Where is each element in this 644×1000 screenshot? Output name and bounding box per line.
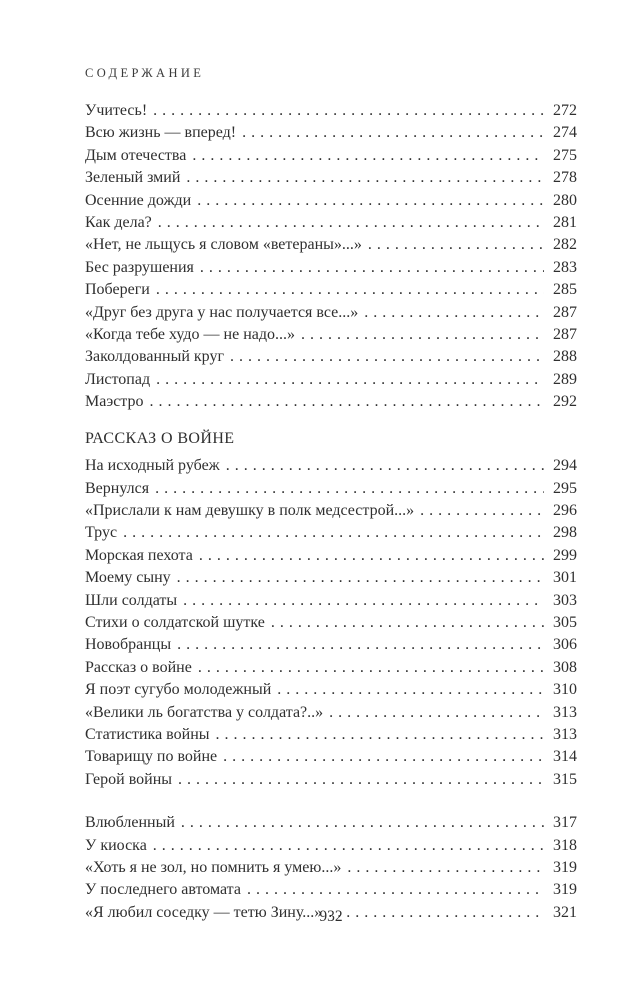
entry-title: «Хоть я не зол, но помнить я умею...» xyxy=(85,859,342,876)
entry-page-number: 299 xyxy=(553,546,577,564)
toc-entry xyxy=(85,746,577,768)
entry-title: Листопад xyxy=(85,370,151,388)
entry-title: Товарищу по войне xyxy=(85,748,218,766)
dot-leader xyxy=(198,657,544,679)
entry-page-number: 275 xyxy=(553,146,577,164)
dot-leader xyxy=(192,145,544,167)
toc-entry xyxy=(85,702,577,724)
entry-page-number: 313 xyxy=(553,703,577,721)
entry-title: «Велики ль богатства у солдата?..» xyxy=(85,703,324,721)
entry-title: «Нет, не льщусь я словом «ветераны»...» xyxy=(85,236,362,254)
entry-page-number: 274 xyxy=(553,124,577,142)
entry-page-number: 314 xyxy=(553,748,577,766)
dot-leader xyxy=(158,212,544,234)
entry-page-number: 321 xyxy=(553,903,577,921)
entry-page-number: 287 xyxy=(553,303,577,321)
entry-page-number: 305 xyxy=(553,613,577,631)
dot-leader xyxy=(230,346,544,368)
dot-leader xyxy=(247,879,544,901)
entry-title: «Друг без друга у нас получается все...» xyxy=(85,303,359,321)
dot-leader xyxy=(301,324,544,346)
entry-page-number: 285 xyxy=(553,281,577,299)
entry-title: Бес разрушения xyxy=(85,258,194,276)
entry-page-number: 310 xyxy=(553,681,577,699)
dot-leader xyxy=(368,234,544,256)
toc-entry xyxy=(85,478,577,500)
toc-entry xyxy=(85,812,577,834)
entry-title: Побереги xyxy=(85,281,150,299)
entry-title: Всю жизнь — вперед! xyxy=(85,124,237,142)
toc-entry xyxy=(85,857,577,879)
dot-leader xyxy=(216,724,545,746)
toc-entry xyxy=(85,279,577,301)
toc-entry xyxy=(85,545,577,567)
toc-entry xyxy=(85,369,577,391)
entry-page-number: 288 xyxy=(553,348,577,366)
dot-leader xyxy=(156,369,544,391)
entry-page-number: 281 xyxy=(553,214,577,232)
entry-page-number: 319 xyxy=(553,859,577,876)
table-of-contents xyxy=(85,100,577,924)
entry-page-number: 315 xyxy=(553,770,577,788)
toc-entry xyxy=(85,190,577,212)
entry-page-number: 272 xyxy=(553,102,577,119)
dot-leader xyxy=(177,567,544,589)
toc-entry xyxy=(85,122,577,144)
entry-title: Трус xyxy=(85,524,118,542)
entry-page-number: 289 xyxy=(553,370,577,388)
toc-entry xyxy=(85,145,577,167)
entry-title: Как дела? xyxy=(85,214,152,232)
toc-entry xyxy=(85,391,577,413)
entry-title: Зеленый змий xyxy=(85,169,181,187)
entry-page-number: 296 xyxy=(553,501,577,519)
toc-entry xyxy=(85,167,577,189)
entry-page-number: 308 xyxy=(553,658,577,676)
dot-leader xyxy=(197,190,544,212)
entry-page-number: 319 xyxy=(553,881,577,899)
toc-entry xyxy=(85,500,577,522)
entry-page-number: 292 xyxy=(553,393,577,411)
entry-page-number: 318 xyxy=(553,836,577,854)
entry-title: Осенние дожди xyxy=(85,191,192,209)
entry-title: «Когда тебе худо — не надо...» xyxy=(85,326,295,344)
entry-page-number: 278 xyxy=(553,169,577,187)
toc-entry xyxy=(85,455,577,477)
toc-entry xyxy=(85,346,577,368)
dot-leader xyxy=(364,302,544,324)
entry-title: На исходный рубеж xyxy=(85,457,220,475)
dot-leader xyxy=(329,702,544,724)
entry-title: У последнего автомата xyxy=(85,881,241,899)
entry-title: Дым отечества xyxy=(85,146,187,164)
dot-leader xyxy=(149,391,544,413)
entry-title: Вернулся xyxy=(85,479,150,497)
toc-section xyxy=(85,100,577,414)
entry-title: Стихи о солдатской шутке xyxy=(85,613,265,631)
entry-title: Герой войны xyxy=(85,770,173,788)
dot-leader xyxy=(153,835,544,857)
toc-entry xyxy=(85,522,577,544)
entry-title: Учитесь! xyxy=(85,102,148,119)
entry-page-number: 295 xyxy=(553,479,577,497)
entry-page-number: 317 xyxy=(553,814,577,832)
dot-leader xyxy=(199,545,544,567)
entry-page-number: 303 xyxy=(553,591,577,609)
entry-title: У киоска xyxy=(85,836,147,854)
dot-leader xyxy=(156,279,544,301)
entry-title: Шли солдаты xyxy=(85,591,178,609)
toc-entry xyxy=(85,679,577,701)
toc-entry xyxy=(85,234,577,256)
dot-leader xyxy=(277,679,544,701)
entry-page-number: 298 xyxy=(553,524,577,542)
dot-leader xyxy=(153,100,544,122)
entry-page-number: 282 xyxy=(553,236,577,254)
dot-leader xyxy=(420,500,544,522)
entry-page-number: 280 xyxy=(553,191,577,209)
section-heading: РАССКАЗ О ВОЙНЕ xyxy=(85,429,235,447)
dot-leader xyxy=(178,769,544,791)
entry-page-number: 301 xyxy=(553,569,577,587)
toc-entry xyxy=(85,100,577,122)
dot-leader xyxy=(271,612,544,634)
toc-entry xyxy=(85,567,577,589)
dot-leader xyxy=(347,857,544,879)
toc-entry xyxy=(85,324,577,346)
contents-heading: СОДЕРЖАНИЕ xyxy=(85,66,205,80)
toc-entry xyxy=(85,257,577,279)
toc-entry xyxy=(85,302,577,324)
entry-page-number: 287 xyxy=(553,326,577,344)
entry-title: Морская пехота xyxy=(85,546,193,564)
dot-leader xyxy=(223,746,544,768)
dot-leader xyxy=(181,812,544,834)
entry-page-number: 306 xyxy=(553,636,577,654)
toc-entry xyxy=(85,212,577,234)
entry-title: Я поэт сугубо молодежный xyxy=(85,681,272,699)
dot-leader xyxy=(123,522,544,544)
toc-entry xyxy=(85,657,577,679)
toc-entry xyxy=(85,724,577,746)
entry-title: Новобранцы xyxy=(85,636,172,654)
entry-title: Рассказ о войне xyxy=(85,658,192,676)
entry-title: Влюбленный xyxy=(85,814,175,832)
dot-leader xyxy=(200,257,544,279)
dot-leader xyxy=(242,122,544,144)
toc-entry xyxy=(85,590,577,612)
entry-title: Заколдованный круг xyxy=(85,348,224,366)
dot-leader xyxy=(183,590,544,612)
entry-title: Моему сыну xyxy=(85,569,171,587)
entry-page-number: 283 xyxy=(553,258,577,276)
dot-leader xyxy=(226,455,544,477)
dot-leader xyxy=(155,478,544,500)
toc-entry xyxy=(85,769,577,791)
page-number-folio: 932 xyxy=(319,908,343,925)
entry-page-number: 294 xyxy=(553,457,577,475)
entry-page-number: 313 xyxy=(553,725,577,743)
dot-leader xyxy=(177,634,544,656)
entry-title: «Я любил соседку — тетю Зину...» xyxy=(85,903,323,921)
entry-title: Статистика войны xyxy=(85,725,210,743)
entry-title: Маэстро xyxy=(85,393,144,411)
toc-entry xyxy=(85,879,577,901)
dot-leader xyxy=(186,167,544,189)
toc-entry xyxy=(85,835,577,857)
toc-entry xyxy=(85,612,577,634)
toc-section xyxy=(85,428,577,792)
entry-title: «Прислали к нам девушку в полк медсестрой...» xyxy=(85,501,415,519)
toc-entry xyxy=(85,634,577,656)
